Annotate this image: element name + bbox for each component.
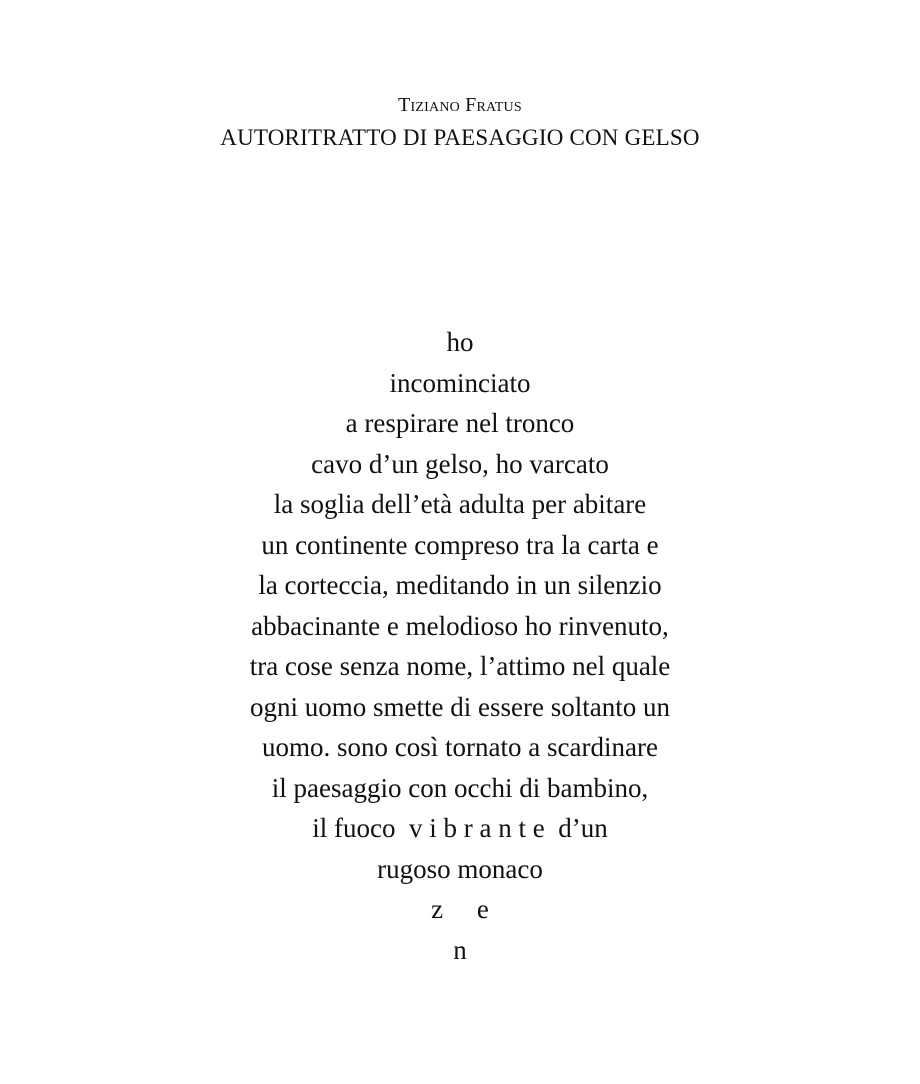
poem-body — [0, 322, 920, 970]
poem-line: il paesaggio con occhi di bambino, — [271, 772, 649, 803]
poem-line: abbacinante e melodioso ho rinvenuto, — [251, 610, 669, 641]
poem-line: ogni uomo smette di essere soltanto un — [250, 691, 670, 722]
poem-line: il fuoco v i b r a n t e d’un — [312, 813, 608, 843]
poem-line: tra cose senza nome, l’attimo nel quale — [249, 651, 671, 681]
poem-line: n — [453, 934, 467, 965]
author-name: Tiziano Fratus — [398, 94, 522, 116]
poem-line: a respirare nel tronco — [345, 408, 575, 438]
poem-line: uomo. sono così tornato a scardinare — [262, 732, 658, 762]
poem-line: rugoso monaco — [377, 853, 543, 884]
poem-line: un continente compreso tra la carta e — [261, 529, 659, 560]
poem-line: ho — [446, 327, 474, 357]
poem-line: cavo d’un gelso, ho varcato — [311, 448, 609, 479]
poem-line: la corteccia, meditando in un silenzio — [258, 570, 662, 600]
poem-line: incominciato — [389, 367, 531, 398]
poem-line: la soglia dell’età adulta per abitare — [273, 489, 647, 519]
poem-line: z e — [431, 894, 489, 924]
poem-title: AUTORITRATTO DI PAESAGGIO CON GELSO — [220, 125, 700, 150]
